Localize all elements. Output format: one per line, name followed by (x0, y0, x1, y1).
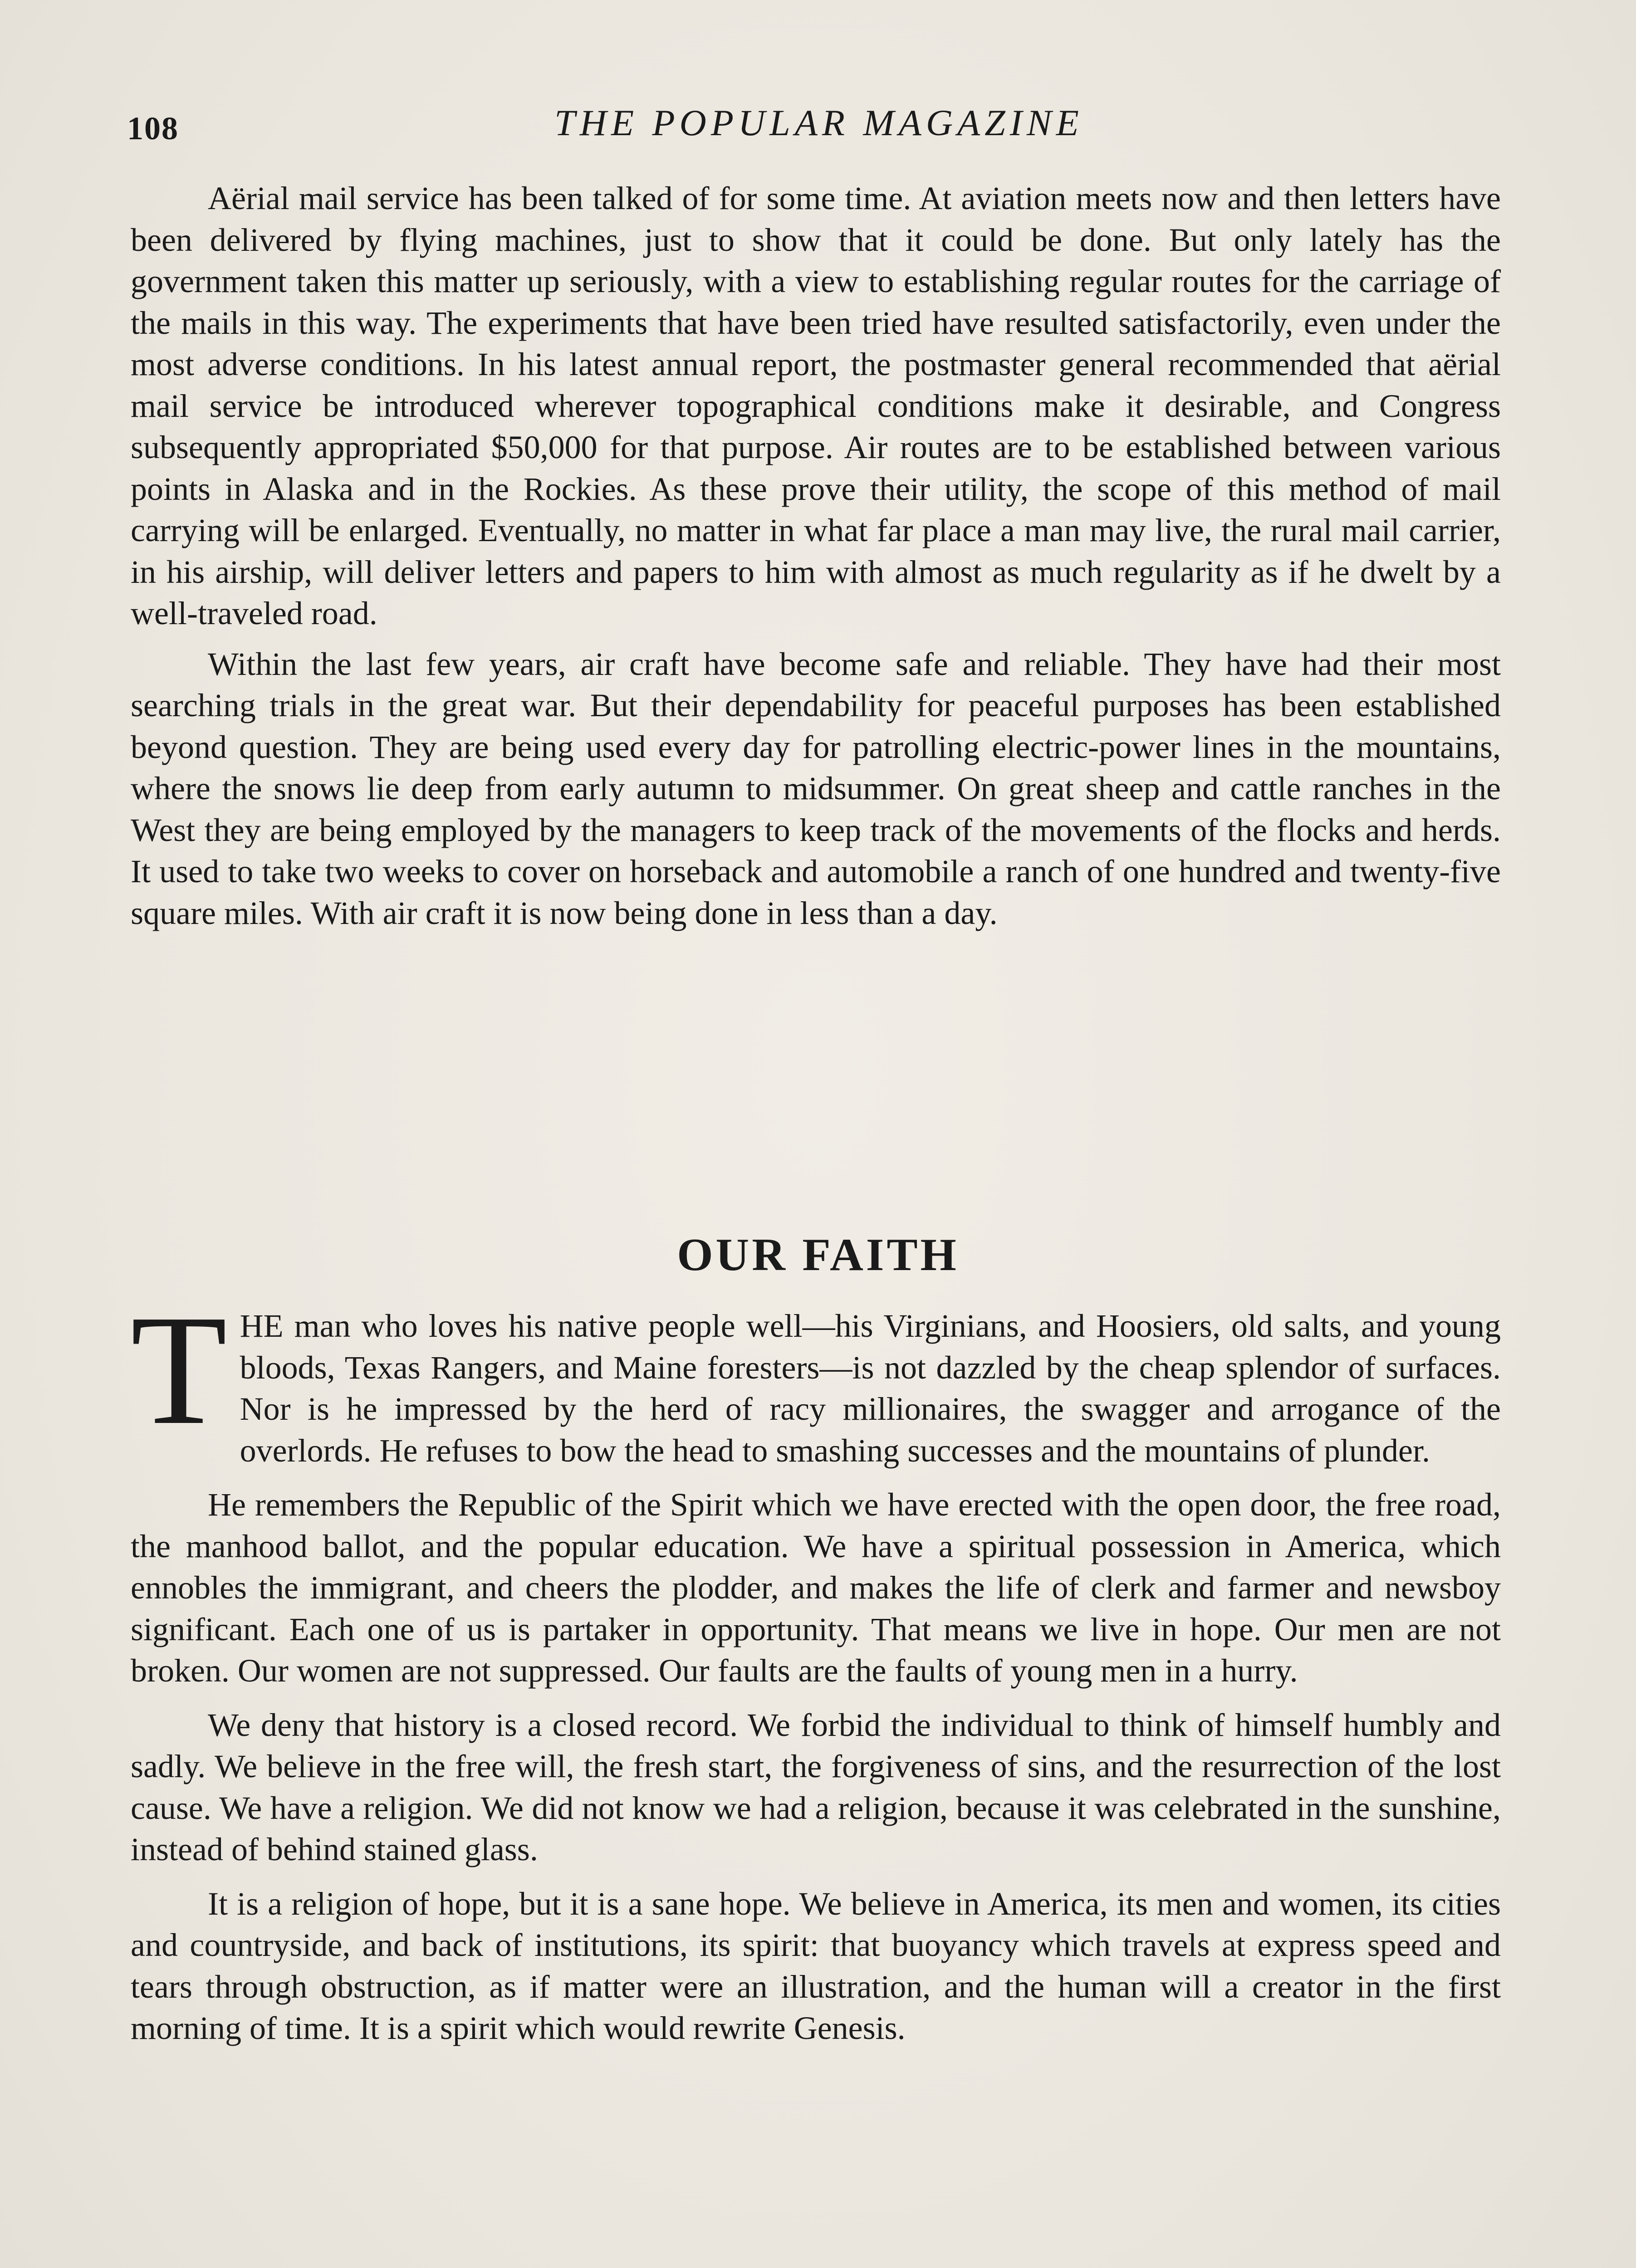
aerial-mail-article (131, 178, 1501, 934)
page-number: 108 (127, 110, 179, 147)
our-faith-article (131, 1283, 1501, 2049)
paragraph: He remembers the Republic of the Spirit which we have erected with the open door, the free road, the manhood ballot, and the popular education. We have a spiritual possession in America, which ennobles the immigrant, and cheers the plodder, and makes the life of clerk and farmer and newsboy significant. Each one of us is partaker in opportunity. That means we live in hope. Our men are not broken. Our women are not suppressed. Our faults are the faults of young men in a hurry. (131, 1486, 1501, 1689)
page-header (127, 96, 1511, 146)
paragraph: It is a religion of hope, but it is a sane hope. We believe in America, its men and women, its cities and countryside, and back of institutions, its spirit: that buoyancy which travels at express speed and tears through obstruction, as if matter were an illustration, and the human will a creator in the first morning of time. It is a spirit which would rewrite Genesis. (131, 1885, 1501, 2046)
first-paragraph (131, 1283, 1501, 1471)
running-title: THE POPULAR MAGAZINE (554, 102, 1083, 143)
paragraph: Aërial mail service has been talked of for some time. At aviation meets now and then letters have been delivered by flying machines, just to show that it could be done. But only lately has the government taken this matter up seriously, with a view to establishing regular routes for the carriage of the mails in this way. The experiments that have been tried have resulted satisfactorily, even under the most adverse conditions. In his latest annual report, the postmaster general recommended that aërial mail service be introduced wherever topographical conditions make it desirable, and Congress subsequently appropriated $50,000 for that purpose. Air routes are to be established between various points in Alaska and in the Rockies. As these prove their utility, the scope of this method of mail carrying will be enlarged. Eventually, no matter in what far place a man may live, the rural mail carrier, in his airship, will deliver letters and papers to him with almost as much regularity as if he dwelt by a well-traveled road. (131, 180, 1501, 631)
paragraph: Within the last few years, air craft have become safe and reliable. They have had their most searching trials in the great war. But their dependability for peaceful purposes has been established beyond question. They are being used every day for patrolling electric-power lines in the mountains, where the snows lie deep from early autumn to midsummer. On great sheep and cattle ranches in the West they are being employed by the managers to keep track of the movements of the flocks and herds. It used to take two weeks to cover on horseback and automobile a ranch of one hundred and twenty-five square miles. With air craft it is now being done in less than a day. (131, 645, 1501, 931)
first-paragraph-text: HE man who loves his native people well—his Virginians, and Hoosiers, old salts, and young bloods, Texas Rangers, and Maine foresters—is not dazzled by the cheap splendor of surfaces. Nor is he impressed by the herd of racy millionaires, the swagger and arrogance of the overlords. He refuses to bow the head to smashing successes and the mountains of plunder. (240, 1308, 1501, 1469)
paragraph: We deny that history is a closed record. We forbid the individual to think of himself humbly and sadly. We believe in the free will, the fresh start, the forgiveness of sins, and the resurrection of the lost cause. We have a religion. We did not know we had a religion, because it was celebrated in the sunshine, instead of behind stained glass. (131, 1706, 1501, 1867)
drop-cap: T (131, 1283, 227, 1457)
section-heading: OUR FAITH (677, 1229, 959, 1281)
